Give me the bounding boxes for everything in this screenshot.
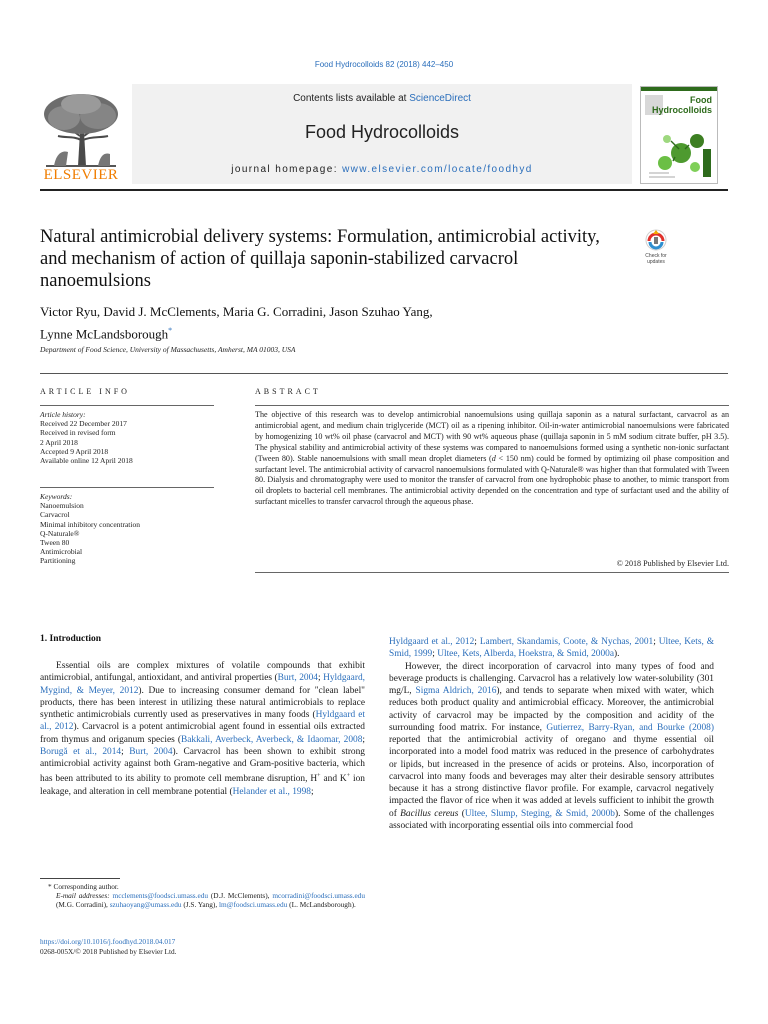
corresponding-note: * Corresponding author. xyxy=(48,882,119,891)
citation-link[interactable]: Sigma Aldrich, 2016 xyxy=(415,686,497,696)
abstract-d-symbol: d xyxy=(491,453,496,463)
text: ; xyxy=(317,673,324,684)
info-top-rule xyxy=(40,373,728,374)
author-list xyxy=(40,302,600,343)
text: However, the direct incorporation of carvacrol into many types of food and beverage products is challenging. Carvacrol has a relatively low water-solubility (301 mg/L, xyxy=(389,661,714,696)
email-link[interactable]: mcorradini@foodsci.umass.edu xyxy=(272,891,365,901)
text: ). Some of the challenges associated with incorporating essential oils into commercial food xyxy=(389,808,715,831)
keyword: Tween 80 xyxy=(40,538,70,548)
affiliation: Department of Food Science, University of Massachusetts, Amherst, MA 01003, USA xyxy=(40,345,296,354)
header-rule xyxy=(40,189,728,191)
keyword: Minimal inhibitory concentration xyxy=(40,519,140,529)
text: Essential oils are complex mixtures of volatile compounds that exhibit antimicrobial, antifungal, antioxidant, and antiviral properties ( xyxy=(40,661,365,684)
text: (M.G. Corradini), xyxy=(56,900,110,910)
intro-paragraph-1 xyxy=(40,660,365,798)
superscript: + xyxy=(346,773,351,780)
species-name: Bacillus cereus xyxy=(400,808,459,819)
corresponding-author-mark[interactable]: * xyxy=(168,326,173,335)
text: ), and tends to separate when mixed with water, which reduces both product quality and antimicrobial efficacy. Moreover, the antimicrobial activity of carvacrol may be impacted by the composition and acidity of the surrounding food matrix. For instance, xyxy=(389,686,714,733)
text: ; xyxy=(362,734,365,745)
authors-line1: Victor Ryu, David J. McClements, Maria G. Corradini, Jason Szuhao Yang, xyxy=(40,304,433,319)
citation-link[interactable]: Burt, 2004 xyxy=(277,673,318,684)
keyword: Antimicrobial xyxy=(40,547,83,557)
elsevier-wordmark: ELSEVIER xyxy=(43,167,119,183)
history-item: Received 22 December 2017 xyxy=(40,419,127,429)
text: ). Carvacrol has been shown to exhibit strong antimicrobial activity against both Gram-negative and Gram-positive bacteria, which has been attributed to its ability to promote cell membrane disruption, H xyxy=(40,746,365,785)
text: ). Due to increasing consumer demand for "clean label" products, there has been interest in utilizing these natural antimicrobials to replace synthetic antimicrobials currently used as preservatives in many foods ( xyxy=(40,685,365,720)
sciencedirect-link[interactable]: ScienceDirect xyxy=(409,93,471,104)
text: ). Carvacrol is a potent antimicrobial agent found in essential oils extracted from thymus and origanum species ( xyxy=(40,722,365,745)
citation-link[interactable]: Ultee, Slump, Steging, & Smid, 2000b xyxy=(464,808,615,819)
citation-link[interactable]: Lambert, Skandamis, Coote, & Nychas, 2001 xyxy=(479,637,654,647)
abstract-heading: ABSTRACT xyxy=(255,387,321,396)
cover-molecule-icon xyxy=(645,121,713,179)
email-label: E-mail addresses: xyxy=(56,891,113,901)
doi-link[interactable]: https://doi.org/10.1016/j.foodhyd.2018.04.017 xyxy=(40,937,176,946)
contents-line xyxy=(132,93,632,104)
text: ; xyxy=(474,637,480,647)
check-updates-label: Check for updates xyxy=(645,253,667,265)
abstract-text-part2: < 150 nm) could be formed by optimizing oil phase composition and surfactant level. The antimicrobial activity of carvacrol nanoemulsions formulated with Q-Naturale® was higher than that formulated with Tween 80. Dialysis and chromatography were used to monitor the transfer of carvacrol from one hydrophobic phase to another, to mimic transport from oil droplets to bacterial cell membranes. The antimicrobial activity depended on the concentration and type of surfactant used and the ability of surfactant micelles to transfer carvacrol through the aqueous phase. xyxy=(255,453,730,507)
keywords xyxy=(40,492,214,566)
email-link[interactable]: mcclements@foodsci.umass.edu xyxy=(112,891,209,901)
abstract-body xyxy=(255,410,729,508)
intro-continuation xyxy=(389,636,714,661)
authors-line2-wrap xyxy=(40,321,600,343)
text: and K xyxy=(320,774,347,785)
citation-link[interactable]: Ultee, Kets, Alberda, Hoekstra, & Smid, 2000a xyxy=(437,649,614,660)
history-item: Accepted 9 April 2018 xyxy=(40,446,109,456)
authors-line2: Lynne McLandsborough xyxy=(40,326,169,342)
journal-cover[interactable] xyxy=(640,86,718,184)
abstract-top-rule xyxy=(255,405,729,406)
cover-top-band xyxy=(641,87,717,91)
citation-link[interactable]: Helander et al., 1998 xyxy=(232,786,311,797)
keywords-label: Keywords: xyxy=(40,492,73,501)
citation-link[interactable]: Hyldgaard, Mygind, & Meyer, 2012 xyxy=(40,673,365,696)
email-link[interactable]: szuhaoyang@umass.edu xyxy=(109,900,182,910)
history-item: 2 April 2018 xyxy=(40,437,78,447)
cover-title-line1: Food xyxy=(690,95,712,105)
email-addresses xyxy=(40,891,365,909)
cover-title-line2: Hydrocolloids xyxy=(651,105,712,115)
journal-header xyxy=(132,84,632,184)
issn-line: 0268-005X/© 2018 Published by Elsevier Ltd. xyxy=(40,947,177,956)
history-item: Available online 12 April 2018 xyxy=(40,456,133,466)
homepage-prefix: journal homepage: xyxy=(231,164,343,175)
text: ). xyxy=(614,649,620,660)
elsevier-logo[interactable] xyxy=(40,92,122,184)
text: ; xyxy=(121,746,130,757)
abstract-text-part1: The objective of this research was to develop antimicrobial nanoemulsions using quillaja saponin as a natural surfactant, carvacrol as an antimicrobial agent, and medium chain triglyceride (MCT) oil as a ripening inhibitor. Oil-in-water antimicrobial nanoemulsions were fabricated by homogenizing 10 wt% oil phase (carvacrol and MCT) with 90 wt% aqueous phase (quillaja saponin in 5 mM sodium citrate buffer, pH 3.5). The physical stability and antimicrobial activity of these systems was compared to nanoemulsions formed using a synthetic non-ionic surfactant (Tween 80). Stable nanoemulsions with small mean droplet diameters ( xyxy=(255,410,729,463)
body-left-column xyxy=(40,660,365,798)
text: ; xyxy=(310,786,314,797)
citation-link[interactable]: Borugă et al., 2014 xyxy=(40,746,122,757)
citation-link[interactable]: Burt, 2004 xyxy=(129,746,173,757)
text: (D.J. McClements), xyxy=(208,891,273,901)
tree-icon xyxy=(40,92,122,168)
abstract-copyright: © 2018 Published by Elsevier Ltd. xyxy=(616,559,729,568)
text: reported that the antimicrobial activity of oregano and thyme essential oil incorporated into a model food matrix was reduced in the presence of carbohydrates or lipids, but increased in the presence of acids or proteins. Also, incorporation of carvacrol into many foods and beverages may alter their desirable sensory attributes because it has a strong distinctive flavor profile. For example, carvacrol negatively impacted the flavor of rice when it was added at levels sufficient to inhibit the growth of xyxy=(389,735,714,819)
keyword: Nanoemulsion xyxy=(40,501,84,511)
cover-title xyxy=(652,95,712,115)
journal-title: Food Hydrocolloids xyxy=(304,122,460,142)
intro-paragraph-2 xyxy=(389,661,714,833)
citation-link[interactable]: Hyldgaard et al., 2012 xyxy=(40,710,365,733)
contents-prefix: Contents lists available at xyxy=(293,93,410,104)
text: ( xyxy=(458,808,465,819)
text: (J.S. Yang), xyxy=(181,900,220,910)
citation-link[interactable]: Bakkali, Averbeck, Averbeck, & Idaomar, 2008 xyxy=(181,734,363,745)
history-item: Received in revised form xyxy=(40,428,116,438)
abstract-bottom-rule xyxy=(255,572,729,573)
article-title: Natural antimicrobial delivery systems: Formulation, antimicrobial activity, and mechanism of action of quillaja saponin-stabilized carvacrol nanoemulsions xyxy=(40,227,600,291)
text: ; xyxy=(432,649,438,660)
check-updates-icon xyxy=(640,228,672,254)
superscript: + xyxy=(317,773,321,780)
email-link[interactable]: lm@foodsci.umass.edu xyxy=(219,900,288,910)
article-info-heading: ARTICLE INFO xyxy=(40,387,130,396)
keyword: Q-Naturale® xyxy=(40,528,80,538)
body-right-column xyxy=(389,636,714,832)
footnote-rule xyxy=(40,878,120,879)
history-label: Article history: xyxy=(40,410,86,419)
footnotes xyxy=(40,882,365,910)
citation-link[interactable]: Hyldgaard et al., 2012 xyxy=(389,637,475,647)
introduction-heading: 1. Introduction xyxy=(40,634,102,644)
citation-link[interactable]: Ultee, Kets, & Smid, 1999 xyxy=(389,637,715,660)
homepage-link[interactable]: www.elsevier.com/locate/foodhyd xyxy=(342,164,533,175)
text: ion leakage, and alteration in cell membrane potential ( xyxy=(40,774,365,797)
article-history xyxy=(40,410,214,465)
text: (L. McLandsborough). xyxy=(287,900,356,910)
article-info-rule xyxy=(40,405,214,406)
text: ; xyxy=(653,637,659,647)
keyword: Partitioning xyxy=(40,556,76,566)
homepage-line xyxy=(132,164,632,175)
keywords-rule xyxy=(40,487,214,488)
check-for-updates-badge[interactable] xyxy=(640,228,672,266)
journal-reference[interactable]: Food Hydrocolloids 82 (2018) 442–450 xyxy=(314,60,454,69)
doi-block xyxy=(40,937,365,957)
citation-link[interactable]: Gutierrez, Barry-Ryan, and Bourke (2008) xyxy=(546,722,714,733)
keyword: Carvacrol xyxy=(40,510,70,520)
